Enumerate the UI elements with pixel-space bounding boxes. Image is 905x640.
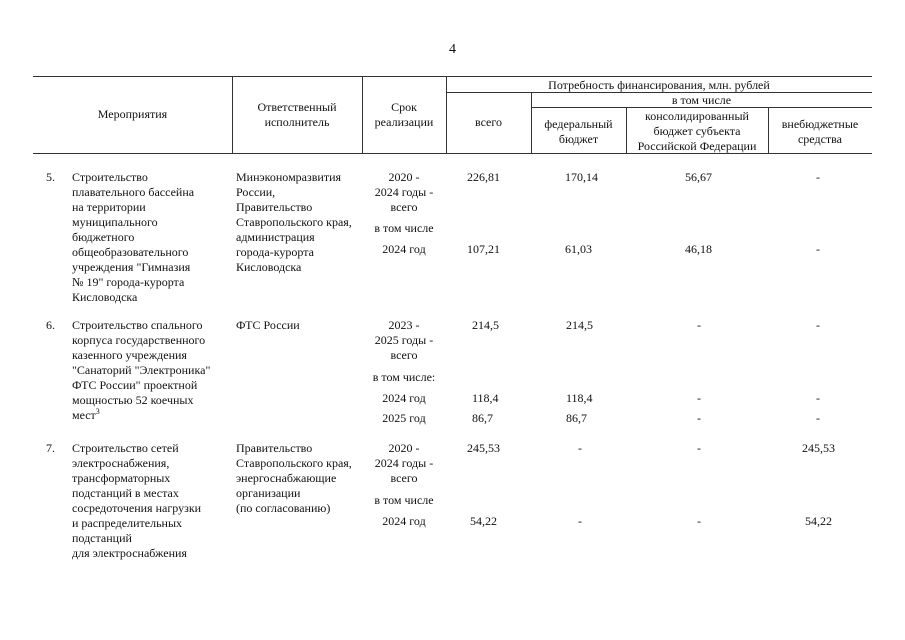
value-consolidated: -: [697, 441, 701, 455]
value-total: 226,81: [467, 170, 500, 184]
header-consolidated: консолидированный бюджет субъекта Российской Федерации: [637, 109, 757, 153]
value-total: 118,4: [472, 391, 499, 405]
period: 2020 - 2024 годы - всего: [374, 170, 434, 214]
value-federal: 214,5: [566, 318, 593, 332]
value-extrabudget: -: [816, 411, 820, 425]
value-extrabudget: -: [816, 391, 820, 405]
value-federal: -: [578, 441, 582, 455]
header-federal: федеральный бюджет: [544, 117, 613, 146]
page-number: 4: [449, 42, 456, 57]
value-total: 245,53: [467, 441, 500, 455]
header-measures: Мероприятия: [97, 107, 168, 121]
header-including: в том числе: [671, 93, 732, 107]
value-total: 214,5: [472, 318, 499, 332]
including-label: в том числе: [374, 221, 434, 235]
measure-name: Строительство сетей электроснабжения, трансформаторных подстанций в местах сосредоточения нагрузки и распределительных подстанций для электроснабжения: [72, 441, 202, 560]
value-federal: 118,4: [566, 391, 593, 405]
year-label: 2024 год: [382, 242, 426, 256]
value-federal: 86,7: [566, 411, 587, 425]
executor: ФТС России: [236, 318, 300, 332]
value-consolidated: -: [697, 318, 701, 332]
value-extrabudget: -: [816, 318, 820, 332]
period: 2023 - 2025 годы - всего: [374, 318, 434, 362]
header-total: всего: [474, 115, 503, 129]
header-top-rule: [33, 76, 872, 77]
measure-name: Строительство плавательного бассейна на территории муниципального бюджетного общеобразовательного учреждения "Гимназия № 19" города-курорта Кисловодска: [72, 170, 195, 304]
value-consolidated: -: [697, 411, 701, 425]
value-total: 54,22: [470, 514, 497, 528]
including-label: в том числе:: [372, 370, 436, 384]
period: 2020 - 2024 годы - всего: [374, 441, 434, 485]
row-number: 7.: [46, 441, 55, 455]
header-extrabudget: внебюджетные средства: [781, 117, 859, 146]
value-total: 86,7: [472, 411, 493, 425]
value-total: 107,21: [467, 242, 500, 256]
value-consolidated: -: [697, 391, 701, 405]
row-number: 5.: [46, 170, 55, 184]
value-extrabudget: 245,53: [802, 441, 835, 455]
including-label: в том числе: [374, 493, 434, 507]
value-consolidated: -: [697, 514, 701, 528]
value-federal: 61,03: [565, 242, 592, 256]
value-federal: -: [578, 514, 582, 528]
value-extrabudget: 54,22: [805, 514, 832, 528]
year-label: 2024 год: [382, 514, 426, 528]
header-executor: Ответственный исполнитель: [257, 100, 337, 129]
value-consolidated: 46,18: [685, 242, 712, 256]
year-label: 2024 год: [382, 391, 426, 405]
footnote-marker: 3: [95, 407, 100, 416]
value-consolidated: 56,67: [685, 170, 712, 184]
header-term: Срок реализации: [374, 100, 434, 129]
executor: Минэкономразвития России, Правительство Ставропольского края, администрация города-курорта Кисловодска: [236, 170, 352, 274]
year-label: 2025 год: [382, 411, 426, 425]
value-extrabudget: -: [816, 242, 820, 256]
row-number: 6.: [46, 318, 55, 332]
executor: Правительство Ставропольского края, энергоснабжающие организации (по согласованию): [236, 441, 352, 515]
measure-name: Строительство спального корпуса государственного казенного учреждения "Санаторий "Электроника" ФТС России" проектной мощностью 52 коечных мест$^3$: [72, 318, 211, 422]
header-funding: Потребность финансирования, млн. рублей: [548, 78, 770, 92]
value-extrabudget: -: [816, 170, 820, 184]
value-federal: 170,14: [565, 170, 598, 184]
